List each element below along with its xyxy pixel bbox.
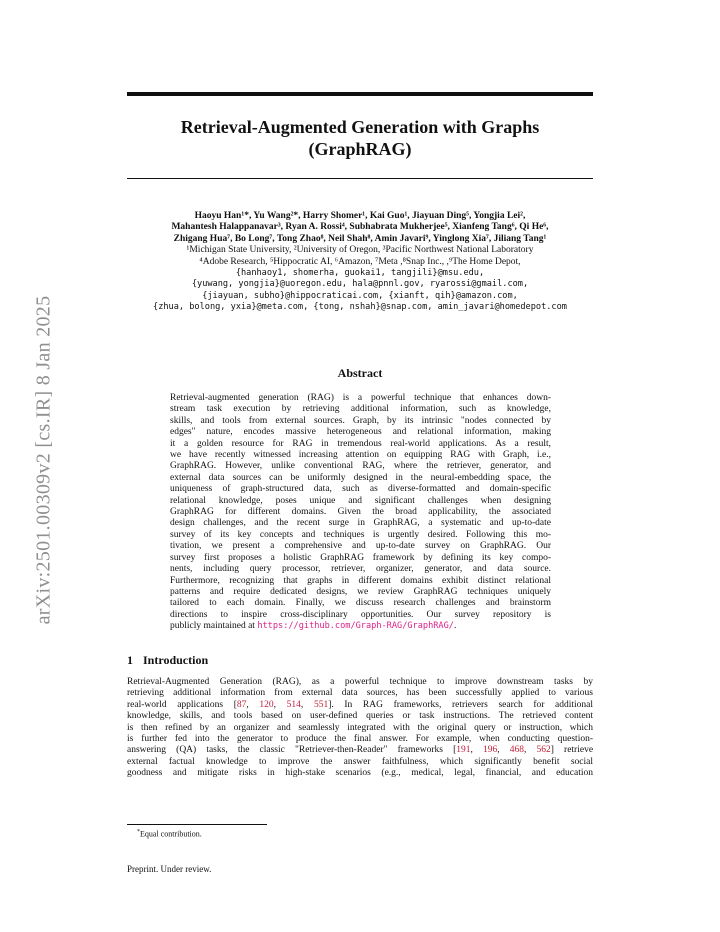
abstract-line: Retrieval-augmented generation (RAG) is a powerful technique that enhances down- — [170, 393, 551, 403]
intro-text: answering (QA) tasks, the classic "Retriever-then-Reader" frameworks [ — [127, 745, 457, 756]
abstract-heading: Abstract — [337, 366, 383, 380]
abstract-line: design challenges, and the recent surge in GraphRAG, a systematic and up-to-date — [170, 518, 551, 529]
paper-title — [127, 116, 593, 160]
intro-text: real-world applications [ — [127, 699, 237, 710]
intro-line: is further fed into the generator to produce the final answer. For example, when conducting question- — [127, 734, 593, 745]
title-line-1: Retrieval-Augmented Generation with Graphs — [180, 117, 540, 137]
intro-line: knowledge, skills, and tools based on user-defined queries or task instructions. The retrieved content — [127, 711, 593, 722]
email-line-4: {zhua, bolong, yxia}@meta.com, {tong, nshah}@snap.com, amin_javari@homedepot.com — [153, 302, 567, 313]
abstract-line: directions to inspire cross-disciplinary opportunities. Our survey repository is — [170, 609, 551, 620]
footnote-text: Equal contribution. — [140, 829, 202, 839]
citation-link[interactable]: 196 — [483, 745, 498, 756]
abstract-line: patterns and require dedicated designs, we review GraphRAG techniques uniquely — [170, 586, 551, 597]
email-line-2: {yuwang, yongjia}@uoregon.edu, hala@pnnl.gov, ryarossi@gmail.com, — [191, 279, 529, 290]
intro-line: retrieving additional information from external data sources, has been successfully applied to various — [127, 688, 593, 699]
footnote-rule — [127, 824, 267, 825]
affiliation-1: ¹Michigan State University, ²University of Oregon, ³Pacific Northwest National Laboratory — [186, 245, 534, 256]
email-line-3: {jiayuan, subho}@hippocraticai.com, {xianft, qih}@amazon.com, — [202, 290, 518, 301]
abstract-line: we have recently witnessed increasing attention on equipping RAG with Graph, i.e., — [170, 450, 551, 461]
intro-line: answering (QA) tasks, the classic "Retriever-then-Reader" frameworks [191, 196, 468, 562] retrieve — [127, 745, 594, 756]
abstract-line: GraphRAG for different domains. Given the broad applicability, the associated — [170, 507, 551, 518]
citation-link[interactable]: 562 — [536, 745, 551, 756]
abstract-line: it a golden resource for RAG in tremendous real-world applications. As a result, — [170, 438, 551, 449]
title-top-rule — [127, 92, 593, 96]
section-title: Introduction — [143, 653, 209, 667]
author-names-1: Haoyu Han¹*, Yu Wang²*, Harry Shomer¹, Kai Guo¹, Jiayuan Ding⁵, Yongjia Lei², — [194, 211, 526, 221]
introduction-body — [127, 677, 593, 780]
intro-text: ]. In RAG frameworks, retrievers search for additional — [328, 699, 594, 710]
footnote-mark: * — [137, 829, 140, 835]
abstract-last-suffix: . — [453, 621, 457, 632]
citation-link[interactable]: 514 — [286, 699, 301, 710]
section-number: 1 — [127, 653, 133, 667]
abstract-line: external data sources can be uniformly designed in the neural-embedding space, the — [170, 472, 551, 483]
footnote — [137, 829, 202, 839]
intro-line: is then refined by an organizer and seamlessly integrated with the original query or instruction, which — [127, 722, 593, 733]
abstract-line: survey of its key concepts and techniques is urgently desired. Following this mo- — [170, 529, 551, 540]
abstract-line: Furthermore, recognizing that graphs in different domains exhibit distinct relational — [170, 575, 551, 586]
abstract-line: edges" nature, encodes massive heterogeneous and relational information, making — [170, 427, 551, 438]
repository-link[interactable]: https://github.com/Graph-RAG/GraphRAG/ — [257, 621, 454, 632]
citation-link[interactable]: 191 — [456, 745, 471, 756]
abstract-line: GraphRAG. However, unlike conventional RAG, where the retriever, generator, and — [170, 461, 551, 472]
citation-link[interactable]: 120 — [259, 699, 274, 710]
preprint-note: Preprint. Under review. — [127, 864, 212, 874]
abstract-line: nents, including query processor, retriever, organizer, generator, and data source. — [170, 564, 551, 575]
author-block — [110, 211, 610, 314]
abstract-line: stream task execution by retrieving additional information, such as knowledge, — [170, 404, 551, 415]
abstract-line: tivation, we present a comprehensive and up-to-date survey on GraphRAG. Our — [170, 541, 551, 552]
affiliation-2: ⁴Adobe Research, ⁵Hippocratic AI, ⁶Amazon, ⁷Meta ,⁸Snap Inc., ,⁹The Home Depot, — [199, 256, 521, 267]
citation-link[interactable]: 87 — [236, 699, 247, 710]
abstract-last-line — [170, 621, 551, 632]
intro-line: external factual knowledge to improve the answer faithfulness, which significantly benefit social — [127, 756, 593, 767]
abstract-body — [170, 393, 551, 633]
abstract-last-prefix: publicly maintained at — [170, 621, 258, 632]
abstract-line: uniqueness of graph-structured data, such as diverse-formatted and domain-specific — [170, 484, 551, 495]
email-line-1: {hanhaoy1, shomerha, guokai1, tangjili}@msu.edu, — [235, 268, 485, 279]
intro-text: ] retrieve — [550, 745, 594, 756]
section-heading-introduction — [127, 653, 208, 668]
abstract-line: survey first proposes a holistic GraphRAG framework by defining its key compo- — [170, 552, 551, 563]
abstract-line: relational knowledge, poses unique and significant challenges when designing — [170, 495, 551, 506]
citation-link[interactable]: 468 — [509, 745, 524, 756]
abstract-line: skills, and tools from external sources. Graph, by its intrinsic "nodes connected by — [170, 415, 551, 426]
citation-link[interactable]: 551 — [313, 699, 329, 710]
intro-line: goodness and mitigate risks in high-stake scenarios (e.g., medical, legal, financial, and education — [127, 768, 593, 779]
intro-line: real-world applications [87, 120, 514, 551]. In RAG frameworks, retrievers search for additional — [127, 699, 594, 710]
arxiv-stamp-text: arXiv:2501.00309v2 [cs.IR] 8 Jan 2025 — [32, 295, 55, 625]
intro-line: Retrieval-Augmented Generation (RAG), as a powerful technique to improve downstream tasks by — [127, 677, 593, 687]
title-bottom-rule — [127, 178, 593, 179]
title-line-2: (GraphRAG) — [308, 139, 412, 159]
author-names-2: Mahantesh Halappanavar³, Ryan A. Rossi⁴, Subhabrata Mukherjee⁵, Xianfeng Tang⁶, Qi He⁶, — [171, 222, 549, 233]
author-names-3: Zhigang Hua⁷, Bo Long⁷, Tong Zhao⁸, Neil Shah⁸, Amin Javari⁹, Yinglong Xia⁷, Jiliang Tang¹ — [173, 233, 547, 244]
abstract-line: tailored to each domain. Finally, we discuss research challenges and brainstorm — [170, 598, 551, 609]
